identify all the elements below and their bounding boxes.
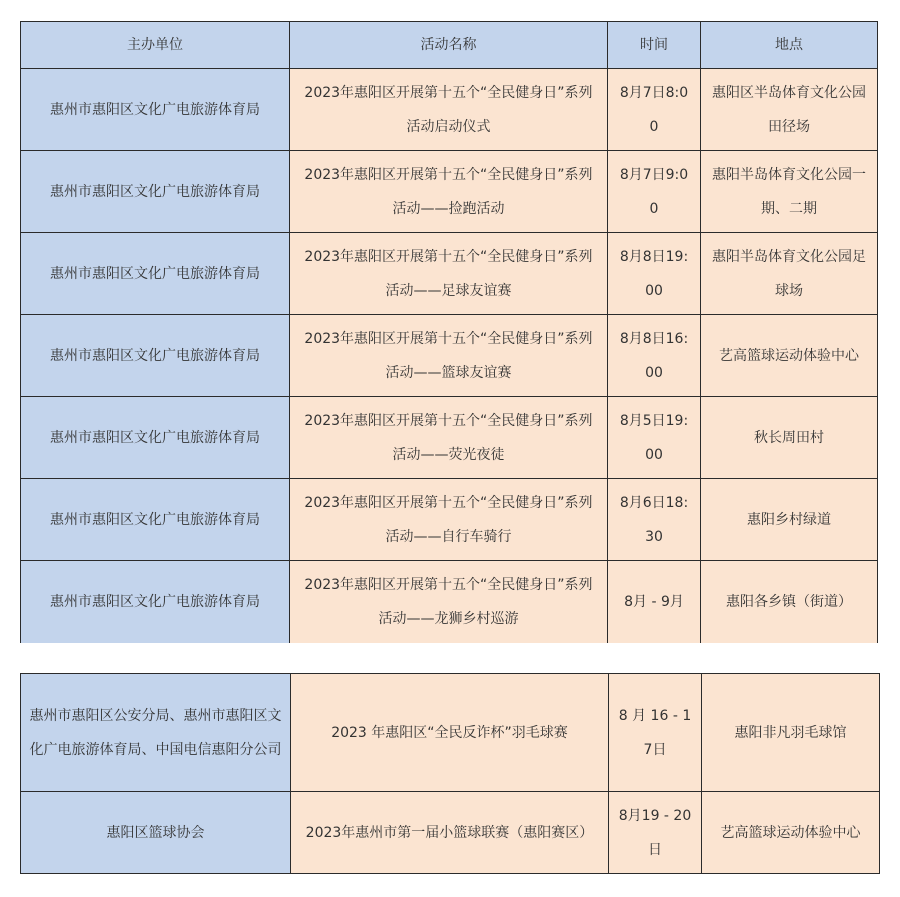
activity-name-cell: 2023 年惠阳区“全民反诈杯”羽毛球赛 (291, 674, 609, 792)
header-row (21, 22, 878, 69)
section-gap (0, 651, 900, 661)
activity-name-cell: 2023年惠阳区开展第十五个“全民健身日”系列活动——龙狮乡村巡游 (290, 561, 608, 643)
time-cell: 8月5日19:00 (608, 397, 701, 479)
activity-table-2 (20, 673, 880, 874)
header-organizer: 主办单位 (21, 22, 290, 69)
table-row (21, 233, 878, 315)
activity-name-cell: 2023年惠阳区开展第十五个“全民健身日”系列活动——荧光夜徒 (290, 397, 608, 479)
activity-name-cell: 2023年惠阳区开展第十五个“全民健身日”系列活动——篮球友谊赛 (290, 315, 608, 397)
header-location: 地点 (701, 22, 878, 69)
location-cell: 艺高篮球运动体验中心 (702, 792, 880, 874)
activity-name-cell: 2023年惠阳区开展第十五个“全民健身日”系列活动——捡跑活动 (290, 151, 608, 233)
organizer-cell: 惠州市惠阳区文化广电旅游体育局 (21, 233, 290, 315)
header-activity-name: 活动名称 (290, 22, 608, 69)
time-cell: 8月 - 9月 (608, 561, 701, 643)
header-time: 时间 (608, 22, 701, 69)
table-row (21, 315, 878, 397)
organizer-cell: 惠州市惠阳区文化广电旅游体育局 (21, 397, 290, 479)
time-cell: 8月7日9:00 (608, 151, 701, 233)
location-cell: 惠阳区半岛体育文化公园田径场 (701, 69, 878, 151)
organizer-cell: 惠州市惠阳区文化广电旅游体育局 (21, 315, 290, 397)
time-cell: 8月6日18:30 (608, 479, 701, 561)
table-row (21, 397, 878, 479)
location-cell: 秋长周田村 (701, 397, 878, 479)
table-row (21, 561, 878, 643)
activity-table-1 (20, 21, 878, 643)
location-cell: 惠阳非凡羽毛球馆 (702, 674, 880, 792)
location-cell: 惠阳乡村绿道 (701, 479, 878, 561)
location-cell: 惠阳各乡镇（街道） (701, 561, 878, 643)
activity-name-cell: 2023年惠州市第一届小篮球联赛（惠阳赛区） (291, 792, 609, 874)
organizer-cell: 惠州市惠阳区文化广电旅游体育局 (21, 561, 290, 643)
time-cell: 8月7日8:00 (608, 69, 701, 151)
table-row (21, 674, 880, 792)
organizer-cell: 惠州市惠阳区文化广电旅游体育局 (21, 479, 290, 561)
time-cell: 8月19 - 20日 (609, 792, 702, 874)
organizer-cell: 惠州市惠阳区文化广电旅游体育局 (21, 69, 290, 151)
location-cell: 艺高篮球运动体验中心 (701, 315, 878, 397)
activity-name-cell: 2023年惠阳区开展第十五个“全民健身日”系列活动——足球友谊赛 (290, 233, 608, 315)
activity-name-cell: 2023年惠阳区开展第十五个“全民健身日”系列活动——自行车骑行 (290, 479, 608, 561)
organizer-cell: 惠州市惠阳区公安分局、惠州市惠阳区文化广电旅游体育局、中国电信惠阳分公司 (21, 674, 291, 792)
organizer-cell: 惠州市惠阳区文化广电旅游体育局 (21, 151, 290, 233)
time-cell: 8 月 16 - 17日 (609, 674, 702, 792)
table-row (21, 69, 878, 151)
table-row (21, 792, 880, 874)
table-row (21, 479, 878, 561)
time-cell: 8月8日16:00 (608, 315, 701, 397)
table-row (21, 151, 878, 233)
location-cell: 惠阳半岛体育文化公园一期、二期 (701, 151, 878, 233)
activity-name-cell: 2023年惠阳区开展第十五个“全民健身日”系列活动启动仪式 (290, 69, 608, 151)
location-cell: 惠阳半岛体育文化公园足球场 (701, 233, 878, 315)
organizer-cell: 惠阳区篮球协会 (21, 792, 291, 874)
time-cell: 8月8日19:00 (608, 233, 701, 315)
